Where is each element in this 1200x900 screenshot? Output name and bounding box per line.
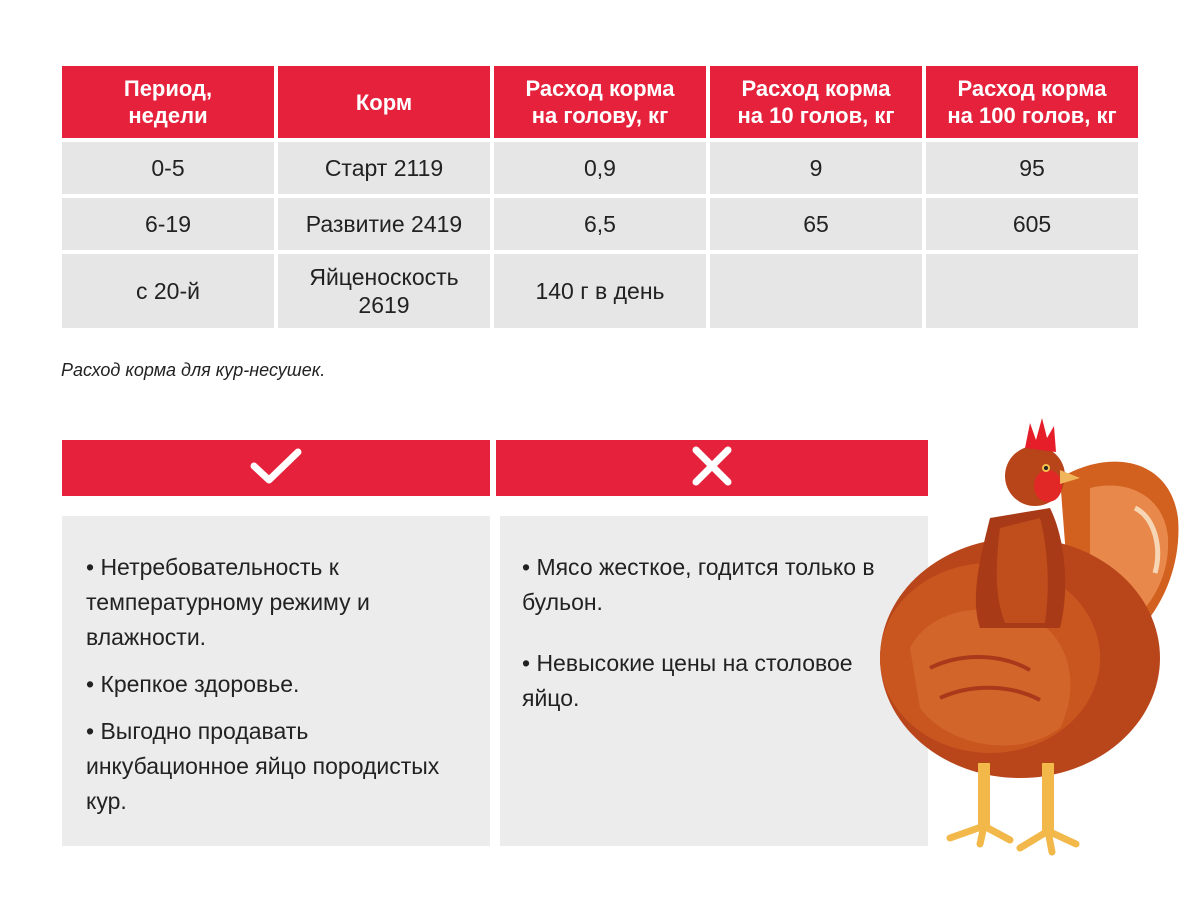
cons-header <box>496 440 928 496</box>
table-cell: 6,5 <box>494 198 706 250</box>
list-item: • Невысокие цены на столовое яйцо. <box>522 650 853 711</box>
table-cell: Яйценоскость 2619 <box>278 254 490 328</box>
table-row <box>60 252 1140 330</box>
pros-header <box>62 440 490 496</box>
table-cell: с 20-й <box>62 254 274 328</box>
table-cell: 0-5 <box>62 142 274 194</box>
table-caption: Расход корма для кур-несушек. <box>61 360 326 380</box>
table-cell: Развитие 2419 <box>278 198 490 250</box>
check-icon <box>248 446 304 491</box>
feed-table <box>60 64 1140 330</box>
pros-panel <box>62 516 490 846</box>
pros-cons-section <box>62 440 932 850</box>
table-row <box>60 140 1140 196</box>
table-cell: 140 г в день <box>494 254 706 328</box>
hen-illustration <box>870 408 1190 868</box>
table-header-row <box>60 64 1140 140</box>
header-per-10: Расход корма на 10 голов, кг <box>710 66 922 138</box>
header-period: Период, недели <box>62 66 274 138</box>
list-item: • Выгодно продавать инкубационное яйцо породистых кур. <box>86 718 440 814</box>
table-cell: 0,9 <box>494 142 706 194</box>
header-feed: Корм <box>278 66 490 138</box>
list-item: • Нетребовательность к температурному режиму и влажности. <box>86 554 370 650</box>
header-per-head: Расход корма на голову, кг <box>494 66 706 138</box>
table-row <box>60 196 1140 252</box>
table-cell: Старт 2119 <box>278 142 490 194</box>
table-cell <box>710 254 922 328</box>
table-cell: 65 <box>710 198 922 250</box>
table-cell: 95 <box>926 142 1138 194</box>
list-item: • Мясо жесткое, годится только в бульон. <box>522 554 875 615</box>
table-cell <box>926 254 1138 328</box>
table-cell: 605 <box>926 198 1138 250</box>
header-per-100: Расход корма на 100 голов, кг <box>926 66 1138 138</box>
cross-icon <box>690 444 734 493</box>
cons-panel <box>500 516 928 846</box>
table-cell: 6-19 <box>62 198 274 250</box>
list-item: • Крепкое здоровье. <box>86 671 300 697</box>
table-cell: 9 <box>710 142 922 194</box>
